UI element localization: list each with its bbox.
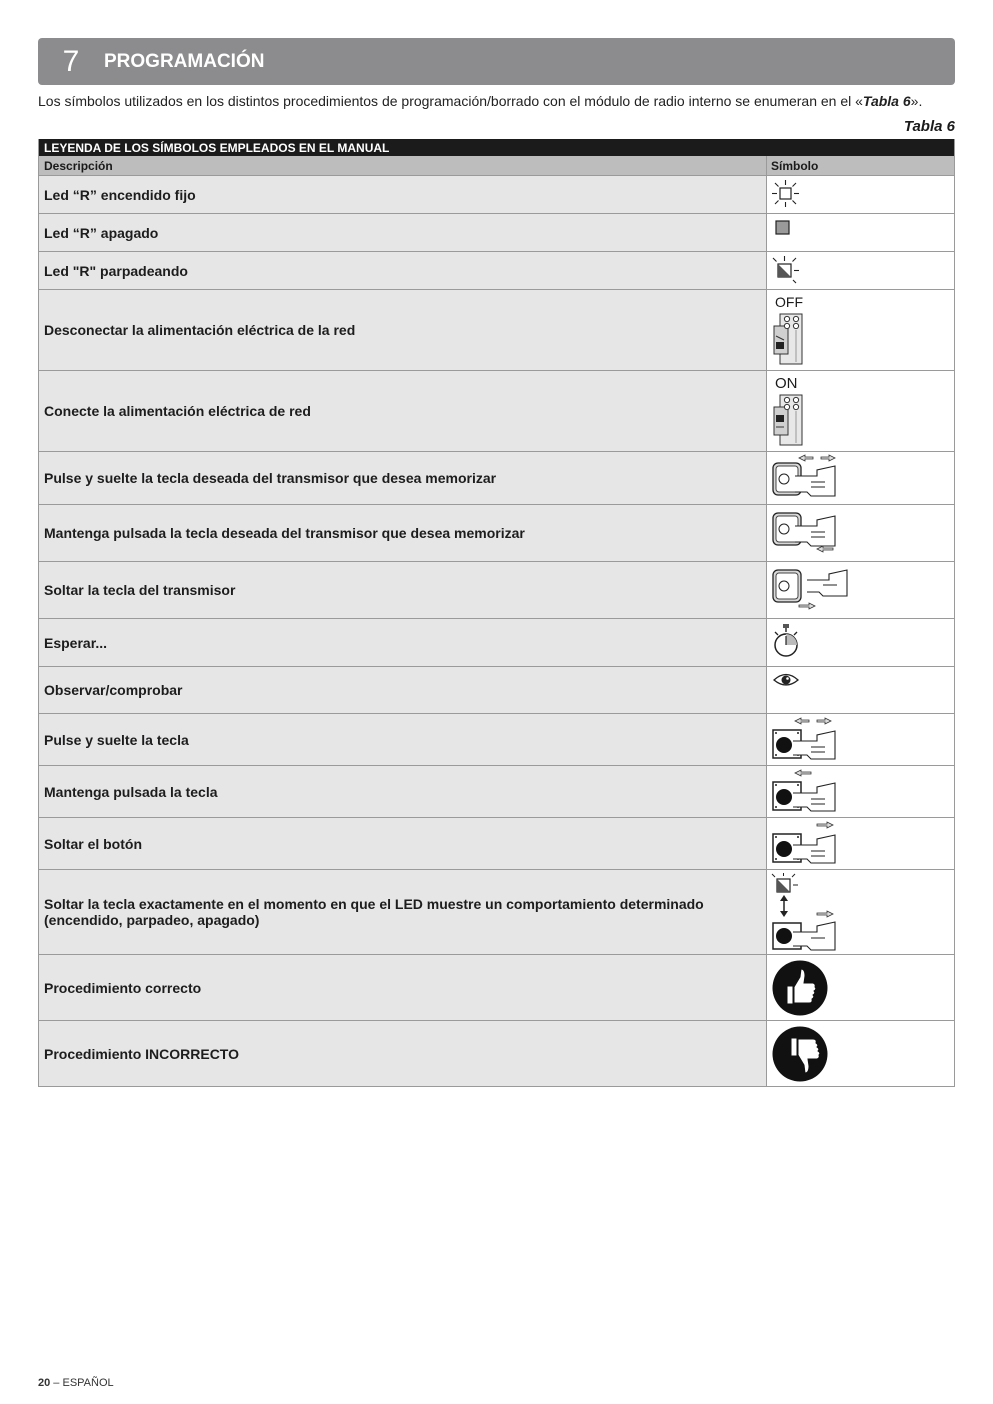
thumbs-down-icon	[771, 1025, 829, 1083]
row-description: Procedimiento correcto	[39, 955, 766, 1020]
legend-row	[39, 713, 954, 765]
intro-table-reference: Tabla 6	[862, 93, 911, 109]
eye-icon	[771, 670, 801, 690]
led-blinking-icon	[771, 255, 801, 287]
led-on-icon	[771, 179, 801, 209]
breaker-on-icon	[772, 393, 806, 447]
row-symbol-cell	[766, 667, 954, 713]
legend-row	[39, 504, 954, 561]
table-caption: Tabla 6	[903, 118, 955, 135]
row-symbol-cell	[766, 505, 954, 561]
led-off-icon	[771, 217, 801, 247]
row-description: Mantenga pulsada la tecla	[39, 766, 766, 817]
row-description: Pulse y suelte la tecla deseada del transmisor que desea memorizar	[39, 452, 766, 504]
section-header	[38, 38, 955, 85]
footer-separator: –	[50, 1377, 63, 1389]
row-description: Led “R” apagado	[39, 214, 766, 251]
row-description: Led "R" parpadeando	[39, 252, 766, 289]
switch-state-label: OFF	[775, 294, 803, 310]
transmitter-hold-icon	[771, 509, 841, 557]
row-symbol-cell	[766, 818, 954, 869]
row-description: Desconectar la alimentación eléctrica de la red	[39, 290, 766, 370]
row-description: Soltar la tecla exactamente en el momento en que el LED muestre un comportamiento determinado (encendido, parpadeo, apagado)	[39, 870, 766, 954]
legend-row	[39, 869, 954, 954]
breaker-off-icon	[772, 312, 806, 366]
transmitter-release-icon	[771, 566, 851, 614]
legend-row	[39, 817, 954, 869]
legend-title: LEYENDA DE LOS SÍMBOLOS EMPLEADOS EN EL MANUAL	[39, 139, 954, 156]
row-description: Conecte la alimentación eléctrica de red	[39, 371, 766, 451]
legend-row	[39, 251, 954, 289]
row-description: Esperar...	[39, 619, 766, 666]
row-description: Procedimiento INCORRECTO	[39, 1021, 766, 1086]
legend-row	[39, 213, 954, 251]
section-title: PROGRAMACIÓN	[104, 50, 265, 72]
legend-row	[39, 1020, 954, 1086]
button-hold-icon	[771, 768, 841, 816]
legend-row	[39, 954, 954, 1020]
page-number: 20	[38, 1377, 51, 1389]
legend-row	[39, 765, 954, 817]
row-description: Pulse y suelte la tecla	[39, 714, 766, 765]
row-symbol-cell	[766, 371, 954, 451]
row-symbol-cell	[766, 870, 954, 954]
row-symbol-cell	[766, 452, 954, 504]
release-on-led-icon	[771, 873, 841, 953]
row-description: Observar/comprobar	[39, 667, 766, 713]
intro-paragraph	[38, 93, 955, 109]
column-header-symbol: Símbolo	[766, 156, 954, 175]
page-footer	[38, 1377, 114, 1389]
row-symbol-cell	[766, 766, 954, 817]
legend-row	[39, 561, 954, 618]
legend-row	[39, 666, 954, 713]
button-release-icon	[771, 820, 841, 868]
legend-column-headers	[39, 156, 954, 175]
symbol-legend-table	[38, 139, 955, 1087]
row-symbol-cell	[766, 176, 954, 213]
row-symbol-cell	[766, 252, 954, 289]
row-symbol-cell	[766, 714, 954, 765]
row-symbol-cell	[766, 955, 954, 1020]
row-symbol-cell	[766, 562, 954, 618]
legend-row	[39, 370, 954, 451]
stopwatch-icon	[771, 622, 801, 662]
button-press-release-icon	[771, 716, 841, 764]
legend-row	[39, 618, 954, 666]
section-number: 7	[62, 44, 80, 78]
transmitter-press-release-icon	[771, 454, 841, 502]
thumbs-up-icon	[771, 959, 829, 1017]
row-description: Soltar la tecla del transmisor	[39, 562, 766, 618]
legend-row	[39, 289, 954, 370]
row-symbol-cell	[766, 214, 954, 251]
footer-language: ESPAÑOL	[62, 1377, 114, 1389]
row-symbol-cell	[766, 1021, 954, 1086]
row-description: Mantenga pulsada la tecla deseada del transmisor que desea memorizar	[39, 505, 766, 561]
legend-row	[39, 175, 954, 213]
row-symbol-cell	[766, 290, 954, 370]
switch-state-label: ON	[775, 375, 798, 392]
row-description: Soltar el botón	[39, 818, 766, 869]
column-header-description: Descripción	[44, 159, 113, 173]
legend-row	[39, 451, 954, 504]
row-description: Led “R” encendido fijo	[39, 176, 766, 213]
row-symbol-cell	[766, 619, 954, 666]
intro-text: Los símbolos utilizados en los distintos procedimientos de programación/borrado con el módulo de radio interno se enumeran en el «	[38, 93, 863, 109]
intro-text-end: ».	[910, 93, 923, 109]
